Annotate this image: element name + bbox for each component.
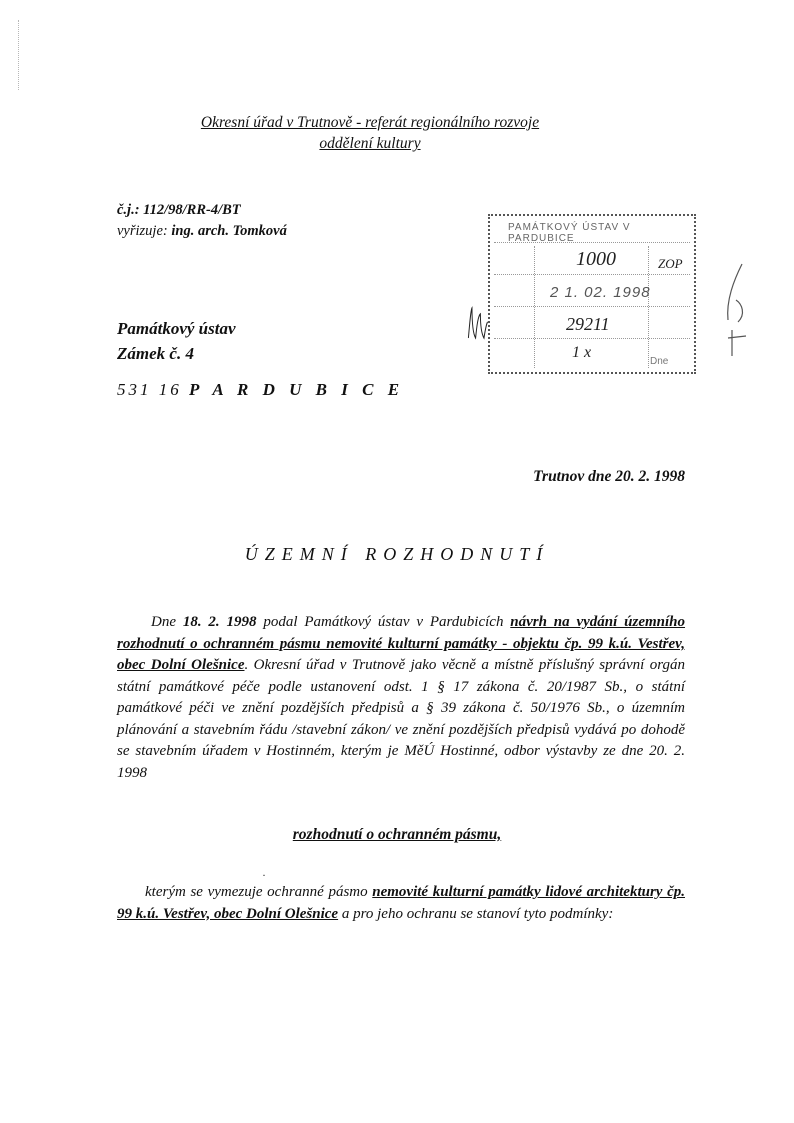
para1-text-c: . Okresní úřad v Trutnově jako věcně a místně příslušný správní orgán státní památkové péče podle ustanovení odst. 1 § 17 zákona č. 20/1987 Sb., o státní památkové péči ve znění pozdějších předpisů a § 39 zákona č. 50/1976 Sb., o územním plánování a stavebním řádu /stavební zákon/ ve znění pozdějších předpisů vydává po dohodě se stavebním úřadem v Hostinném, kterým je MěÚ Hostinné, odbor výstavby ze dne 20. 2. 1998 [117,657,685,781]
recipient-city-line [117,380,404,400]
para1-date: 18. 2. 1998 [182,614,257,630]
para2-subject: nemovité kulturní památky lidové architektury čp. 99 k.ú. Vestřev, obec Dolní Olešnice [117,884,685,922]
reference-block [117,200,287,242]
decision-subtitle: rozhodnutí o ochranném pásmu, [292,826,502,843]
handled-by-label: vyřizuje: [117,223,172,239]
letterhead-department: oddělení kultury [319,135,421,152]
margin-handwriting [712,260,752,360]
letterhead [150,112,590,154]
scan-speck: · [262,868,266,882]
recipient-zip: 531 16 [117,380,182,399]
recipient-address [117,316,236,366]
stamp-registration: 29211 [566,314,610,334]
recipient-street: Zámek č. 4 [117,344,194,363]
scan-artifact [18,20,33,90]
stamp-code: ZOP [658,256,683,271]
margin-mark-icon [712,260,752,360]
document-title: ÚZEMNÍ ROZHODNUTÍ [244,544,550,564]
para2-text-a: kterým se vymezuje ochranné pásmo [145,884,373,900]
reference-number: č.j.: 112/98/RR-4/BT [117,202,241,218]
stamp-sheets: 1 x [572,344,592,361]
recipient-city: P A R D U B I C E [189,380,405,399]
handled-by-name: ing. arch. Tomková [171,223,287,239]
document-date: Trutnov dne 20. 2. 1998 [533,468,685,485]
initials-icon [466,304,490,342]
para2-text-b: a pro jeho ochranu se stanoví tyto podmínky: [338,905,614,922]
letterhead-office: Okresní úřad v Trutnově - referát regionálního rozvoje [200,114,540,131]
stamp-number: 1000 [576,248,616,270]
decision-paragraph [117,612,685,784]
stamp-date-label: Dne [650,356,669,367]
para1-subject: návrh na vydání územního rozhodnutí o ochranném pásmu nemovité kulturní památky - objektu čp. 99 k.ú. Vestřev, obec Dolní Olešnice [117,614,686,673]
para1-text-b: podal Památkový ústav v Pardubicích [256,614,511,630]
stamp-title: PAMÁTKOVÝ ÚSTAV V PARDUBICE [508,222,631,244]
protection-zone-paragraph [117,882,685,925]
stamp-date: 2 1. 02. 1998 [550,284,651,301]
handwritten-initials [466,304,490,350]
recipient-name: Památkový ústav [117,319,236,338]
para1-text-a: Dne [151,614,183,630]
received-stamp [488,214,696,374]
